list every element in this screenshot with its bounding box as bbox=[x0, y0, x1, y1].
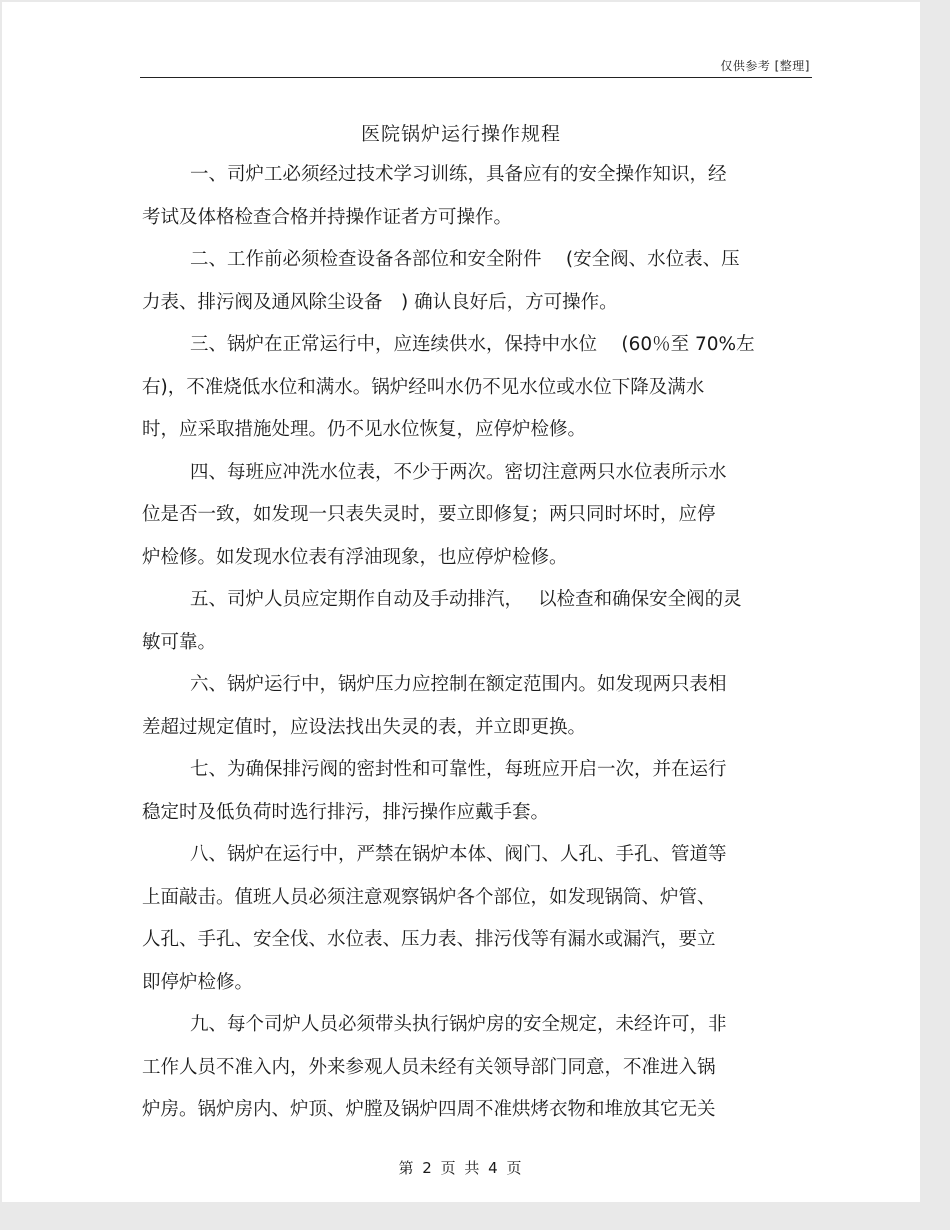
body-line: 一、司炉工必须经过技术学习训练，具备应有的安全操作知识，经 bbox=[190, 164, 727, 185]
body-line: 七、为确保排污阀的密封性和可靠性，每班应开启一次，并在运行 bbox=[190, 759, 727, 780]
body-line: 敏可靠。 bbox=[142, 631, 217, 653]
body-line: 即停炉检修。 bbox=[142, 971, 254, 993]
body-line: 时，应采取措施处理。仍不见水位恢复，应停炉检修。 bbox=[142, 419, 587, 440]
document-title: 医院锅炉运行操作规程 bbox=[360, 123, 561, 145]
header-divider bbox=[140, 77, 812, 78]
body-line: 稳定时及低负荷时选行排污，排污操作应戴手套。 bbox=[142, 801, 550, 823]
body-line: 六、锅炉运行中，锅炉压力应控制在额定范围内。如发现两只表相 bbox=[190, 674, 727, 695]
document-body bbox=[142, 154, 822, 1132]
body-line: 力表、排污阀及通风除尘设备 ) 确认良好后，方可操作。 bbox=[142, 291, 618, 313]
body-line: 二、工作前必须检查设备各部位和安全附件 (安全阀、水位表、压 bbox=[190, 249, 740, 270]
body-line: 五、司炉人员应定期作自动及手动排汽， 以检查和确保安全阀的灵 bbox=[190, 589, 742, 610]
body-line: 上面敲击。值班人员必须注意观察锅炉各个部位，如发现锅筒、炉管、 bbox=[142, 886, 716, 908]
body-line: 位是否一致，如发现一只表失灵时，要立即修复；两只同时坏时，应停 bbox=[142, 504, 716, 525]
body-line: 工作人员不准入内，外来参观人员未经有关领导部门同意，不准进入锅 bbox=[142, 1056, 716, 1078]
document-page bbox=[2, 2, 920, 1202]
body-line: 炉检修。如发现水位表有浮油现象，也应停炉检修。 bbox=[142, 546, 568, 568]
body-line: 右)，不准烧低水位和满水。锅炉经叫水仍不见水位或水位下降及满水 bbox=[142, 376, 705, 398]
body-line: 三、锅炉在正常运行中，应连续供水，保持中水位 (60％至 70%左 bbox=[190, 334, 755, 355]
body-line: 八、锅炉在运行中，严禁在锅炉本体、阀门、人孔、手孔、管道等 bbox=[190, 844, 727, 865]
page-number: 第 2 页 共 4 页 bbox=[398, 1159, 524, 1177]
body-line: 炉房。锅炉房内、炉顶、炉膛及锅炉四周不准烘烤衣物和堆放其它无关 bbox=[142, 1099, 716, 1120]
body-line: 四、每班应冲洗水位表，不少于两次。密切注意两只水位表所示水 bbox=[190, 461, 727, 483]
body-line: 人孔、手孔、安全伐、水位表、压力表、排污伐等有漏水或漏汽，要立 bbox=[142, 929, 716, 950]
body-line: 考试及体格检查合格并持操作证者方可操作。 bbox=[142, 206, 513, 228]
body-line: 差超过规定值时，应设法找出失灵的表，并立即更换。 bbox=[142, 716, 587, 738]
body-line: 九、每个司炉人员必须带头执行锅炉房的安全规定，未经许可，非 bbox=[190, 1014, 727, 1035]
header-note: 仅供参考 [整理] bbox=[720, 59, 810, 73]
